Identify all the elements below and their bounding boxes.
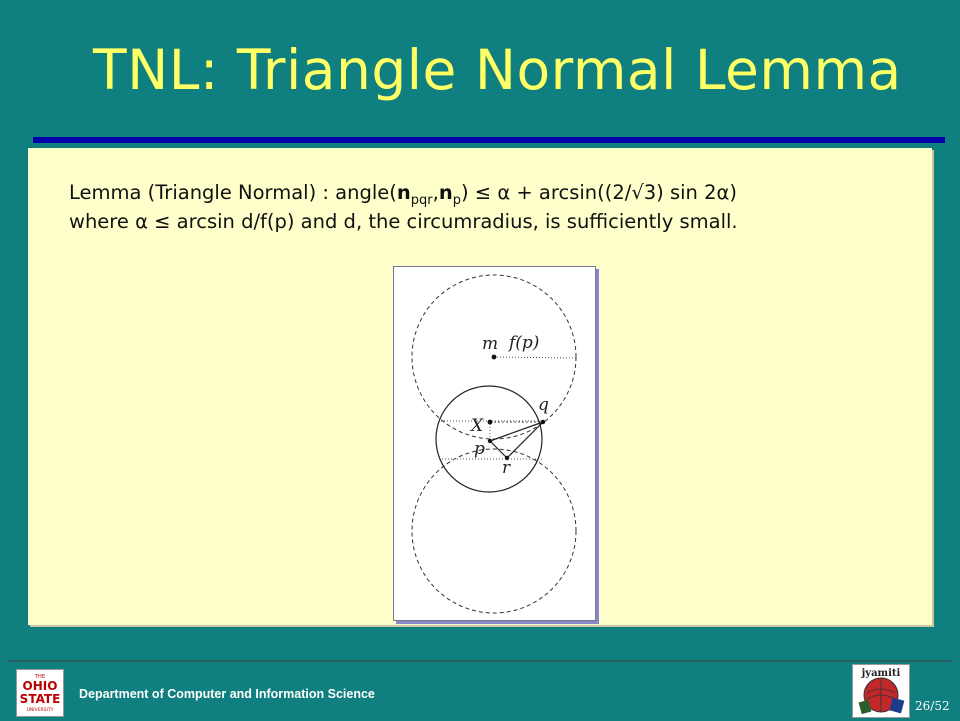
point-m — [492, 355, 497, 360]
svg-text:jyamiti: jyamiti — [861, 668, 901, 679]
jyamiti-logo — [852, 664, 910, 718]
figure-diagram — [394, 267, 595, 620]
label-r: r — [502, 458, 511, 478]
lemma-bound: ) ≤ α + arcsin((2/√3) sin 2α) — [461, 181, 737, 204]
svg-text:OHIO: OHIO — [22, 679, 58, 693]
subscript-p: p — [452, 193, 461, 208]
edge-pr — [490, 441, 507, 458]
svg-text:STATE: STATE — [19, 692, 61, 706]
slide-title: TNL: Triangle Normal Lemma — [93, 38, 902, 102]
department-name: Department of Computer and Information Science — [79, 687, 375, 701]
normal-n-p: n — [438, 181, 453, 204]
point-p — [488, 439, 492, 443]
footer-divider — [8, 660, 952, 662]
jyamiti-logo-icon — [853, 665, 909, 717]
label-q: q — [538, 395, 549, 415]
ohio-state-logo — [16, 669, 64, 717]
lemma-prefix: Lemma (Triangle Normal) : angle( — [69, 181, 397, 204]
label-p: p — [474, 439, 485, 459]
point-X — [488, 420, 493, 425]
subscript-pqr: pqr — [410, 193, 433, 208]
svg-text:THE: THE — [35, 674, 45, 680]
edge-qr — [507, 422, 543, 458]
lemma-line-1 — [69, 178, 929, 207]
label-fp: f(p) — [509, 333, 540, 353]
svg-text:UNIVERSITY: UNIVERSITY — [26, 708, 54, 713]
page-number: 26/52 — [915, 699, 950, 713]
lower-medial-ball — [412, 449, 576, 613]
title-divider — [33, 137, 945, 143]
normal-n-pqr: n — [396, 181, 411, 204]
lemma-comma: , — [432, 181, 439, 204]
lemma-text — [69, 178, 929, 236]
lemma-figure — [393, 266, 596, 621]
point-q — [541, 420, 545, 424]
label-m: m — [482, 334, 499, 354]
lemma-line-2: where α ≤ arcsin d/f(p) and d, the circumradius, is sufficiently small. — [69, 210, 738, 233]
edge-pq — [490, 422, 543, 441]
ohio-state-logo-icon — [17, 670, 63, 716]
label-X: X — [471, 416, 484, 436]
fp-radius-line — [494, 357, 576, 358]
